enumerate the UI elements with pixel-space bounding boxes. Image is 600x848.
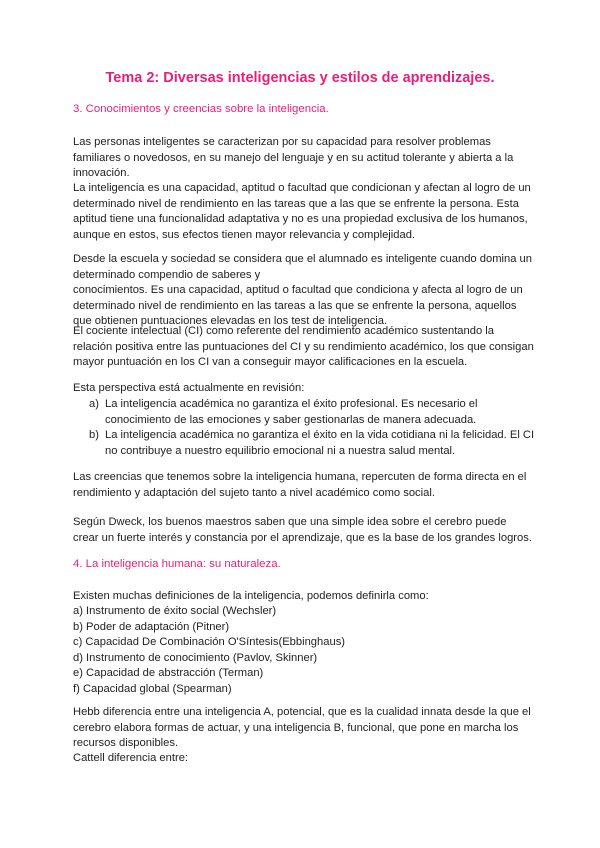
list-item-text: La inteligencia académica no garantiza el éxito en la vida cotidiana ni la felicidad. El CI no contribuye a nuestro equilibrio emocional ni a nuestra salud mental. [105,429,535,457]
definition-item: f) Capacidad global (Spearman) [73,682,232,695]
definition-item: b) Poder de adaptación (Pitner) [73,620,230,633]
paragraph-school-view: Desde la escuela y sociedad se considera que el alumnado es inteligente cuando domina un determinado compendio de saberes y [73,253,532,281]
list-marker: b) [89,429,99,441]
paragraph-intelligence-definition: La inteligencia es una capacidad, aptitud o facultad que condicionan y afectan al logro de un determinado nivel de rendimiento en las tareas que a las que se enfrente la persona. Esta aptitud tiene una funcionalidad adaptativa y no es una propiedad exclusiva de los humanos, aunque en estos, sus efectos tienen mayor relevancia y complejidad. [73,182,531,241]
list-item [89,397,535,428]
definition-item: e) Capacidad de abstracción (Terman) [73,667,264,680]
paragraph-knowledge: conocimientos. Es una capacidad, aptitud o facultad que condiciona y afecta al logro de un determinado nivel de rendimiento en las tareas a las que se enfrente la persona, aquellos que obtienen puntuaciones elevadas en los test de inteligencia. [73,284,523,328]
paragraph-hebb: Hebb diferencia entre una inteligencia A, potencial, que es la cualidad innata desde la que el cerebro elabora formas de actuar, y una inteligencia B, funcional, que pone en marcha los recursos disponibles. [73,706,531,750]
paragraph-iq: El cociente intelectual (CI) como referente del rendimiento académico sustentando la relación positiva entre las puntuaciones del CI y su rendimiento académico, los que consigan mayor puntuación en los CI van a conseguir mayor calificaciones en la escuela. [73,325,534,369]
paragraph-cattell: Cattell diferencia entre: [73,752,189,764]
definition-item: c) Capacidad De Combinación O'Síntesis(Ebbinghaus) [73,636,346,649]
paragraph-dweck: Según Dweck, los buenos maestros saben que una simple idea sobre el cerebro puede crear un fuerte interés y constancia por el aprendizaje, que es la base de los grandes logros. [73,516,532,544]
paragraph-intelligent-people: Las personas inteligentes se caracterizan por su capacidad para resolver problemas familiares o novedosos, en su manejo del lenguaje y en su actitud tolerante y abierta a la innovación. [73,136,514,180]
page-title: Tema 2: Diversas inteligencias y estilos de aprendizajes. [105,70,495,86]
paragraph-revision: Esta perspectiva está actualmente en revisión: [73,382,305,394]
list-item-text: La inteligencia académica no garantiza el éxito profesional. Es necesario el conocimiento de las emociones y saber gestionarlas de manera adecuada. [105,398,478,426]
list-item [89,428,535,459]
definition-item: d) Instrumento de conocimiento (Pavlov, Skinner) [73,651,318,664]
definition-item: a) Instrumento de éxito social (Wechsler) [73,605,277,617]
paragraph-definitions-intro: Existen muchas definiciones de la inteligencia, podemos definirla como: [73,590,429,602]
section-4-heading: 4. La inteligencia humana: su naturaleza. [73,558,281,570]
list-marker: a) [89,398,99,410]
paragraph-beliefs: Las creencias que tenemos sobre la inteligencia humana, repercuten de forma directa en el rendimiento y adaptación del sujeto tanto a nivel académico como social. [73,471,527,499]
section-3-heading: 3. Conocimientos y creencias sobre la inteligencia. [73,103,329,115]
definitions-list [73,604,345,698]
